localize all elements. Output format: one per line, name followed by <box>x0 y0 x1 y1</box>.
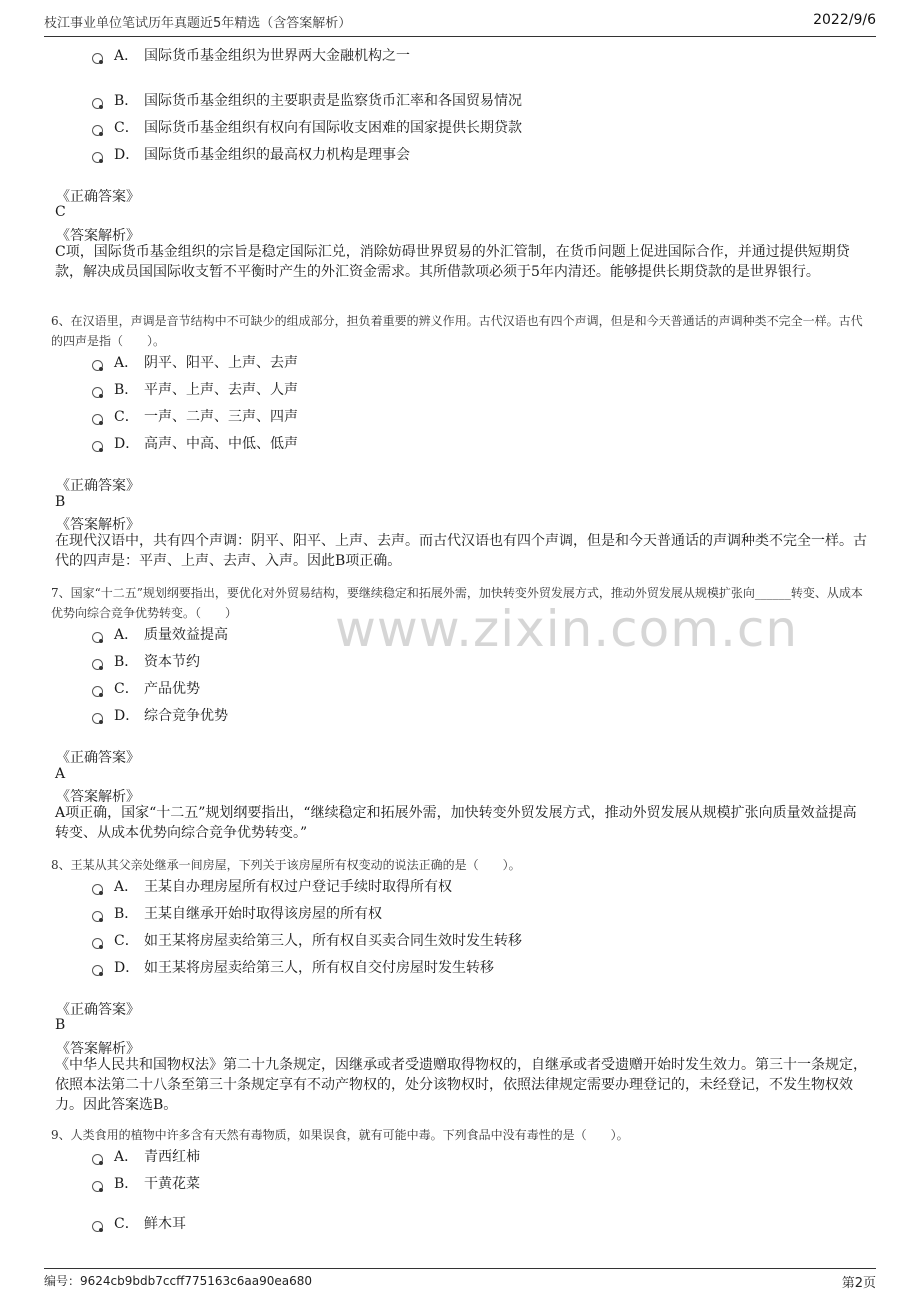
radio-icon[interactable] <box>92 98 103 109</box>
analysis-label: 《答案解析》 <box>56 1041 140 1057</box>
page-footer <box>44 1268 876 1293</box>
option-letter: D． <box>114 960 140 976</box>
correct-answer: C <box>55 204 66 220</box>
radio-icon[interactable] <box>92 1181 103 1192</box>
option-text: 国际货币基金组织的主要职责是监察货币汇率和各国贸易情况 <box>144 93 522 109</box>
page-number: 第2页 <box>841 1276 876 1291</box>
option-letter: B． <box>114 382 139 398</box>
option-text: 质量效益提高 <box>144 627 228 643</box>
analysis-text: 在现代汉语中，共有四个声调：阴平、阳平、上声、去声。而古代汉语也有四个声调，但是和今天普通话的声调种类不完全一样。古代的四声是：平声、上声、去声、入声。因此B项正确。 <box>55 533 867 569</box>
option-text: 干黄花菜 <box>144 1176 200 1192</box>
radio-icon[interactable] <box>92 125 103 136</box>
radio-icon[interactable] <box>92 659 103 670</box>
document-code: 编号：9624cb9bdb7ccff775163c6aa90ea680 <box>44 1274 312 1288</box>
option-letter: A． <box>114 879 139 895</box>
watermark: www.zixin.com.cn <box>335 600 799 658</box>
correct-answer: B <box>55 1017 66 1033</box>
correct-answer-label: 《正确答案》 <box>56 750 140 766</box>
option-text: 鲜木耳 <box>144 1216 186 1232</box>
option-letter: B． <box>114 654 139 670</box>
option-text: 王某自办理房屋所有权过户登记手续时取得所有权 <box>144 879 452 895</box>
document-title: 枝江事业单位笔试历年真题近5年精选（含答案解析） <box>44 16 352 31</box>
option-letter: B． <box>114 906 139 922</box>
option-letter: D． <box>114 436 140 452</box>
option-text: 资本节约 <box>144 654 200 670</box>
option-letter: C． <box>114 933 139 949</box>
radio-icon[interactable] <box>92 632 103 643</box>
correct-answer-label: 《正确答案》 <box>56 189 140 205</box>
correct-answer-label: 《正确答案》 <box>56 478 140 494</box>
radio-icon[interactable] <box>92 441 103 452</box>
option-text: 国际货币基金组织有权向有国际收支困难的国家提供长期贷款 <box>144 120 522 136</box>
option-text: 如王某将房屋卖给第三人，所有权自交付房屋时发生转移 <box>144 960 494 976</box>
radio-icon[interactable] <box>92 884 103 895</box>
correct-answer: B <box>55 494 66 510</box>
option-letter: A． <box>114 48 139 64</box>
analysis-label: 《答案解析》 <box>56 789 140 805</box>
option-text: 一声、二声、三声、四声 <box>144 409 298 425</box>
option-letter: B． <box>114 1176 139 1192</box>
question-text: 6、在汉语里，声调是音节结构中不可缺少的组成部分，担负着重要的辨义作用。古代汉语也有四个声调，但是和今天普通话的声调种类不完全一样。古代的四声是指（ ）。 <box>51 314 863 348</box>
correct-answer-label: 《正确答案》 <box>56 1002 140 1018</box>
option-letter: C． <box>114 1216 139 1232</box>
option-text: 国际货币基金组织的最高权力机构是理事会 <box>144 147 410 163</box>
option-letter: B． <box>114 93 139 109</box>
radio-icon[interactable] <box>92 387 103 398</box>
option-letter: A． <box>114 355 139 371</box>
question-text: 8、王某从其父亲处继承一间房屋，下列关于该房屋所有权变动的说法正确的是（ ）。 <box>51 858 521 872</box>
option-text: 青西红柿 <box>144 1149 200 1165</box>
correct-answer: A <box>55 766 66 782</box>
option-letter: D． <box>114 708 140 724</box>
option-letter: D． <box>114 147 140 163</box>
radio-icon[interactable] <box>92 152 103 163</box>
option-text: 平声、上声、去声、人声 <box>144 382 298 398</box>
analysis-label: 《答案解析》 <box>56 228 140 244</box>
radio-icon[interactable] <box>92 53 103 64</box>
analysis-text: A项正确，国家“十二五”规划纲要指出，“继续稳定和拓展外需，加快转变外贸发展方式，推动外贸发展从规模扩张向质量效益提高转变、从成本优势向综合竞争优势转变。” <box>55 805 857 841</box>
option-text: 产品优势 <box>144 681 200 697</box>
page-header <box>44 10 876 37</box>
radio-icon[interactable] <box>92 938 103 949</box>
analysis-label: 《答案解析》 <box>56 517 140 533</box>
radio-icon[interactable] <box>92 965 103 976</box>
option-letter: A． <box>114 627 139 643</box>
analysis-text: 《中华人民共和国物权法》第二十九条规定，因继承或者受遗赠取得物权的，自继承或者受遗赠开始时发生效力。第三十一条规定，依照本法第二十八条至第三十条规定享有不动产物权的，处分该物权时，依照法律规定需要办理登记的，未经登记，不发生物权效力。因此答案选B。 <box>55 1057 867 1113</box>
question-text: 9、人类食用的植物中许多含有天然有毒物质，如果误食，就有可能中毒。下列食品中没有毒性的是（ ）。 <box>51 1128 629 1142</box>
option-text: 王某自继承开始时取得该房屋的所有权 <box>144 906 382 922</box>
option-letter: A． <box>114 1149 139 1165</box>
option-text: 阴平、阳平、上声、去声 <box>144 355 298 371</box>
document-date: 2022/9/6 <box>813 12 876 28</box>
option-text: 国际货币基金组织为世界两大金融机构之一 <box>144 48 410 64</box>
radio-icon[interactable] <box>92 713 103 724</box>
radio-icon[interactable] <box>92 360 103 371</box>
option-letter: C． <box>114 409 139 425</box>
analysis-text: C项，国际货币基金组织的宗旨是稳定国际汇兑，消除妨碍世界贸易的外汇管制，在货币问题上促进国际合作，并通过提供短期贷款，解决成员国国际收支暂不平衡时产生的外汇资金需求。其所借款项必须于5年内清还。能够提供长期贷款的是世界银行。 <box>55 244 850 280</box>
radio-icon[interactable] <box>92 1221 103 1232</box>
option-text: 综合竞争优势 <box>144 708 228 724</box>
option-letter: C． <box>114 681 139 697</box>
radio-icon[interactable] <box>92 1154 103 1165</box>
option-text: 如王某将房屋卖给第三人，所有权自买卖合同生效时发生转移 <box>144 933 522 949</box>
radio-icon[interactable] <box>92 911 103 922</box>
radio-icon[interactable] <box>92 414 103 425</box>
option-letter: C． <box>114 120 139 136</box>
question-text: 7、国家“十二五”规划纲要指出，要优化对外贸易结构，要继续稳定和拓展外需，加快转变外贸发展方式，推动外贸发展从规模扩张向______转变、从成本优势向综合竞争优势转变。（ ） <box>51 586 863 620</box>
radio-icon[interactable] <box>92 686 103 697</box>
option-text: 高声、中高、中低、低声 <box>144 436 298 452</box>
